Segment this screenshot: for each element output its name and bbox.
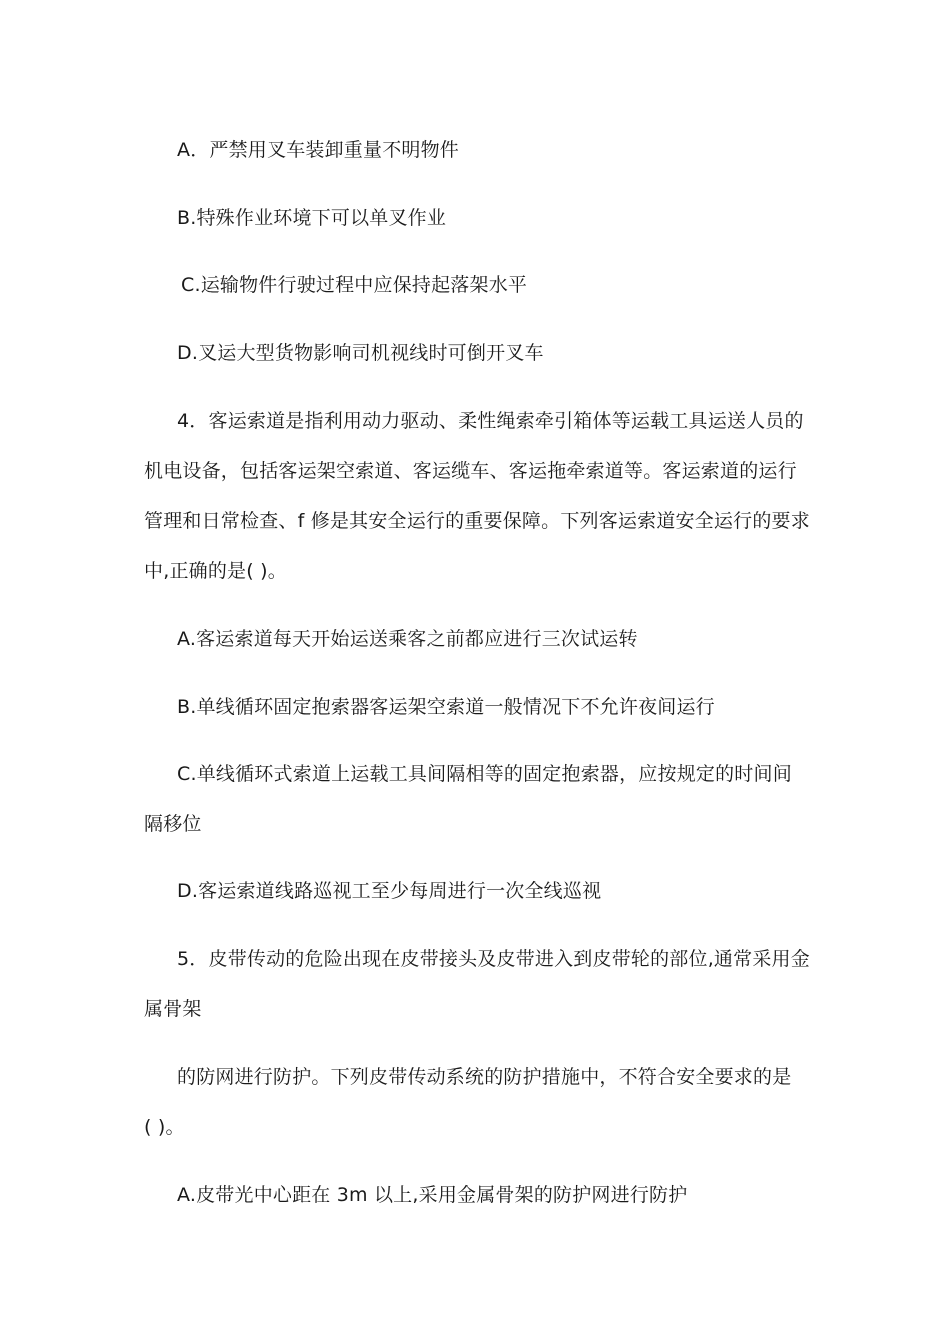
- q4-stem-line-4: 中,正确的是( )。: [144, 560, 287, 582]
- q5-stem-line-3: 的防网进行防护。下列皮带传动系统的防护措施中，不符合安全要求的是: [177, 1066, 792, 1088]
- q4-stem-line-1: 4．客运索道是指利用动力驱动、柔性绳索牵引箱体等运载工具运送人员的: [177, 410, 804, 432]
- q3-option-b: B.特殊作业环境下可以单叉作业: [177, 207, 447, 229]
- q4-option-d: D.客运索道线路巡视工至少每周进行一次全线巡视: [177, 880, 602, 902]
- q3-option-c: C.运输物件行驶过程中应保持起落架水平: [181, 274, 528, 296]
- q5-stem-line-4: ( )。: [144, 1116, 185, 1138]
- q4-option-c-line-2: 隔移位: [144, 813, 202, 835]
- q5-stem-line-2: 属骨架: [144, 998, 202, 1020]
- q4-option-c-line-1: C.单线循环式索道上运载工具间隔相等的固定抱索器，应按规定的时间间: [177, 763, 792, 785]
- q4-stem-line-3: 管理和日常检查、f 修是其安全运行的重要保障。下列客运索道安全运行的要求: [144, 510, 810, 532]
- q3-option-d: D.叉运大型货物影响司机视线时可倒开叉车: [177, 342, 544, 364]
- q4-option-a: A.客运索道每天开始运送乘客之前都应进行三次试运转: [177, 628, 638, 650]
- q4-stem-line-2: 机电设备，包括客运架空索道、客运缆车、客运拖牵索道等。客运索道的运行: [144, 460, 797, 482]
- q5-stem-line-1: 5．皮带传动的危险出现在皮带接头及皮带进入到皮带轮的部位,通常采用金: [177, 948, 810, 970]
- q5-option-a: A.皮带光中心距在 3m 以上,采用金属骨架的防护网进行防护: [177, 1184, 688, 1206]
- q3-option-a: A．严禁用叉车装卸重量不明物件: [177, 139, 459, 161]
- q4-option-b: B.单线循环固定抱索器客运架空索道一般情况下不允许夜间运行: [177, 696, 715, 718]
